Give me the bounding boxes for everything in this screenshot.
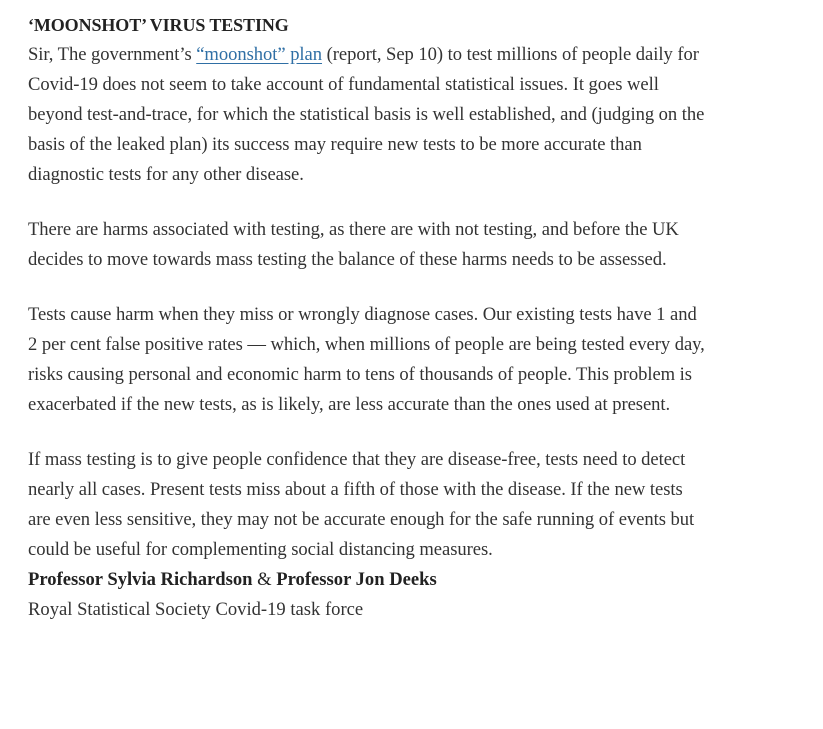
letter-article xyxy=(28,10,708,625)
paragraph-1-body: (report, Sep 10) to test millions of people daily for Covid-19 does not seem to take account of fundamental statistical issues. It goes well beyond test-and-trace, for which the statistical basis is well established, and (judging on the basis of the leaked plan) its success may require new tests to be more accurate than diagnostic tests for any other disease. xyxy=(28,44,705,185)
moonshot-plan-link[interactable]: “moonshot” plan xyxy=(196,44,323,65)
letter-paragraph-3: Tests cause harm when they miss or wrongly diagnose cases. Our existing tests have 1 and 2 per cent false positive rates — which, when millions of people are being tested every day, risks causing personal and economic harm to tens of thousands of people. This problem is exacerbated if the new tests, as is likely, are less accurate than the ones used at present. xyxy=(28,304,705,415)
author-2-name: Professor Jon Deeks xyxy=(276,569,437,590)
letter-signoff xyxy=(28,565,708,595)
letter-headline: ‘MOONSHOT’ VIRUS TESTING xyxy=(28,15,289,35)
letter-paragraph-1 xyxy=(28,40,708,190)
author-1-name: Professor Sylvia Richardson xyxy=(28,569,253,590)
letter-paragraph-2: There are harms associated with testing, as there are with not testing, and before the UK decides to move towards mass testing the balance of these harms needs to be assessed. xyxy=(28,219,679,270)
author-connector: & xyxy=(252,569,277,590)
letter-paragraph-4: If mass testing is to give people confidence that they are disease-free, tests need to detect nearly all cases. Present tests miss about a fifth of those with the disease. If the new tests are even less sensitive, they may not be accurate enough for the safe running of events but could be useful for complementing social distancing measures. xyxy=(28,449,695,560)
paragraph-1-intro: Sir, The government’s xyxy=(28,44,197,65)
author-affiliation: Royal Statistical Society Covid-19 task force xyxy=(28,599,364,620)
